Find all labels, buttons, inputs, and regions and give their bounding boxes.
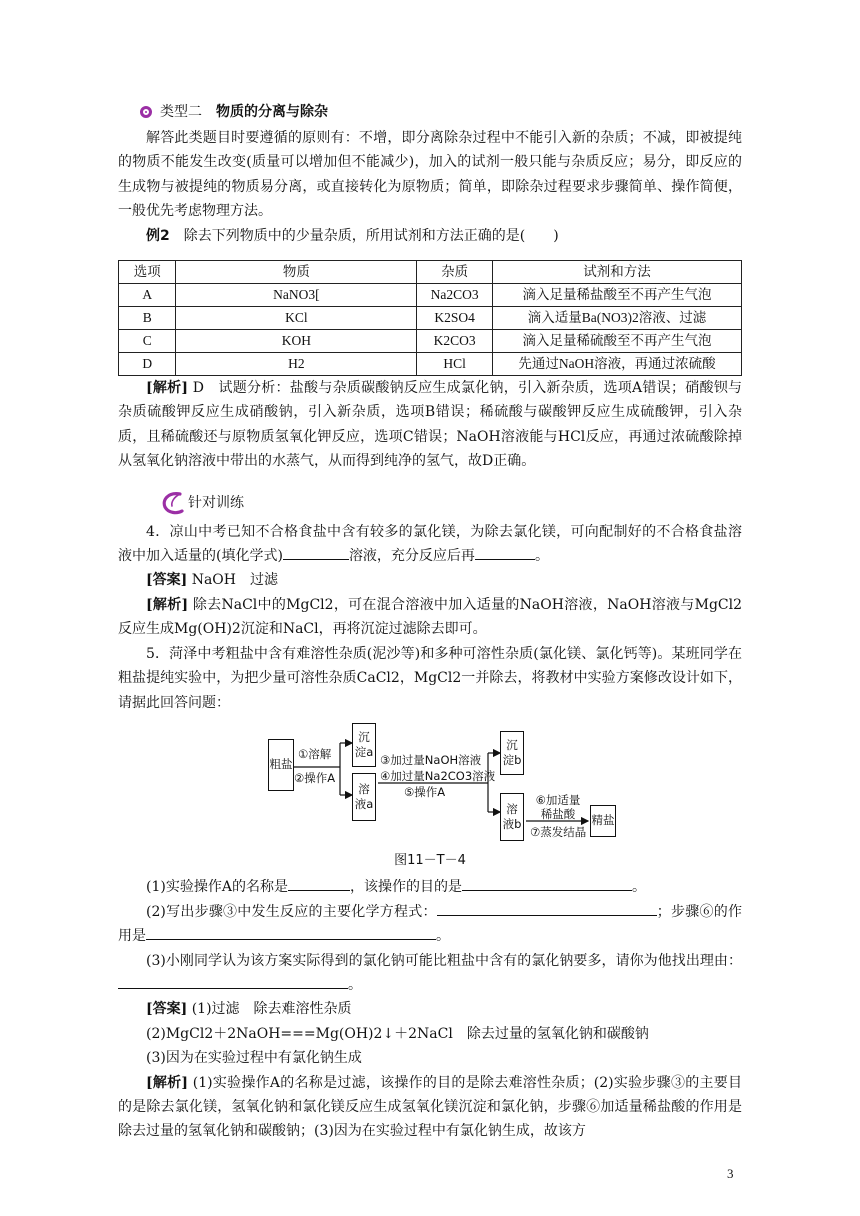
step6-label: ⑥加适量稀盐酸 bbox=[535, 792, 581, 821]
answer-blank[interactable] bbox=[475, 545, 535, 560]
q5-text: 。 bbox=[631, 879, 646, 896]
answer-text: (1)过滤 除去难溶性杂质 bbox=[187, 1001, 352, 1018]
q5-answer-2: (2)MgCl2＋2NaOH===Mg(OH)2↓＋2NaCl 除去过量的氢氧化钠和碳酸钠 bbox=[146, 1025, 649, 1042]
answer-text: NaOH 过滤 bbox=[187, 572, 278, 589]
answer-blank[interactable] bbox=[462, 876, 632, 891]
q5-sub2 bbox=[118, 900, 742, 949]
row-method: 滴入足量稀盐酸至不再产生气泡 bbox=[492, 284, 741, 307]
section-heading bbox=[118, 100, 742, 124]
step5-label: ⑤操作A bbox=[404, 784, 446, 799]
table-row bbox=[119, 307, 742, 330]
row-option: A bbox=[119, 284, 176, 307]
training-swoosh-icon bbox=[160, 490, 186, 516]
table-header: 物质 bbox=[176, 261, 417, 284]
analysis-text: (1)实验操作A的名称是过滤，该操作的目的是除去难溶性杂质；(2)实验步骤③的主要目的是除去氯化镁，氢氧化钠和氯化镁反应生成氢氧化镁沉淀和氯化钠，步骤⑥加适量稀盐酸的作用是除去过量的氢氧化钠和碳酸钠；(3)因为在实验过程中有氯化钠生成，故该方 bbox=[118, 1074, 742, 1140]
row-option: B bbox=[119, 307, 176, 330]
answer-blank[interactable] bbox=[118, 974, 348, 989]
q5-text: 。 bbox=[436, 928, 450, 945]
q4-answer bbox=[118, 568, 742, 592]
q5-text: ；步骤⑥的作用是 bbox=[118, 903, 742, 945]
q5-analysis bbox=[118, 1071, 742, 1144]
table-header-row bbox=[119, 261, 742, 284]
solution-a-box: 溶液a bbox=[352, 773, 376, 821]
row-impurity: K2CO3 bbox=[417, 330, 493, 353]
table-header: 试剂和方法 bbox=[492, 261, 741, 284]
analysis-tag: [解析] bbox=[146, 380, 189, 397]
refined-salt-box: 精盐 bbox=[590, 805, 616, 837]
answer-blank[interactable] bbox=[283, 545, 349, 560]
example-question bbox=[118, 224, 742, 248]
answer-tag: [答案] bbox=[146, 1001, 188, 1018]
flow-diagram bbox=[268, 723, 628, 843]
table-row bbox=[119, 353, 742, 376]
options-table bbox=[118, 260, 742, 376]
question-4 bbox=[118, 520, 742, 569]
example-analysis bbox=[118, 376, 742, 474]
question-5: 5．菏泽中考粗盐中含有难溶性杂质(泥沙等)和多种可溶性杂质(氯化镁、氯化钙等)。某班同学在粗盐提纯实验中，为把少量可溶性杂质CaCl2，MgCl2一并除去，将教材中实验方案修改设计如下，请据此回答问题： bbox=[118, 645, 742, 711]
page-content bbox=[118, 100, 742, 1144]
solution-b-box: 溶液b bbox=[500, 793, 524, 841]
step4-label: ④加过量Na2CO3溶液 bbox=[380, 768, 496, 783]
q5-text: 。 bbox=[348, 976, 362, 993]
table-row bbox=[119, 330, 742, 353]
analysis-text: D 试题分析：盐酸与杂质碳酸钠反应生成氯化钠，引入新杂质，选项A错误；硝酸钡与杂质硫酸钾反应生成硝酸钠，引入新杂质，选项B错误；稀硫酸与碳酸钾反应生成硫酸钾，引入杂质，且稀硫酸还与原物质氢氧化钾反应，选项C错误；NaOH溶液能与HCl反应，再通过浓硫酸除掉从氢氧化钠溶液中带出的水蒸气，从而得到纯净的氢气，故D正确。 bbox=[118, 380, 742, 470]
figure-caption: 图11－T－4 bbox=[394, 852, 466, 868]
section-intro: 解答此类题目时要遵循的原则有：不增，即分离除杂过程中不能引入新的杂质；不减，即被提纯的物质不能发生改变(质量可以增加但不能减少)，加入的试剂一般只能与杂质反应；易分，即反应的生成物与被提纯的物质易分离，或直接转化为原物质；简单，即除杂过程要求步骤简单、操作简便，一般优先考虑物理方法。 bbox=[118, 130, 742, 220]
crude-salt-box: 粗盐 bbox=[268, 739, 294, 791]
table-header: 杂质 bbox=[417, 261, 493, 284]
q5-text: (1)实验操作A的名称是 bbox=[146, 879, 288, 896]
ring-bullet-icon bbox=[140, 106, 152, 118]
row-substance: KOH bbox=[176, 330, 417, 353]
table-header: 选项 bbox=[119, 261, 176, 284]
answer-tag: [答案] bbox=[146, 572, 188, 589]
step1-label: ①溶解 bbox=[298, 746, 332, 761]
q5-answer-1 bbox=[118, 997, 742, 1021]
precipitate-a-box: 沉淀a bbox=[352, 723, 376, 767]
q4-text: 4．凉山中考已知不合格食盐中含有较多的氯化镁，为除去氯化镁，可向配制好的不合格食盐溶液中加入适量的(填化学式) bbox=[118, 523, 742, 565]
row-option: D bbox=[119, 353, 176, 376]
q5-sub3 bbox=[118, 949, 742, 998]
row-substance: KCl bbox=[176, 307, 417, 330]
analysis-text: 除去NaCl中的MgCl2，可在混合溶液中加入适量的NaOH溶液，NaOH溶液与MgCl2反应生成Mg(OH)2沉淀和NaCl，再将沉淀过滤除去即可。 bbox=[118, 596, 742, 638]
section-title: 物质的分离与除杂 bbox=[216, 103, 328, 120]
q5-sub1 bbox=[118, 875, 742, 899]
row-option: C bbox=[119, 330, 176, 353]
q4-text: 。 bbox=[534, 548, 549, 565]
row-impurity: K2SO4 bbox=[417, 307, 493, 330]
row-method: 滴入足量稀硫酸至不再产生气泡 bbox=[492, 330, 741, 353]
q5-text: (3)小刚同学认为该方案实际得到的氯化钠可能比粗盐中含有的氯化钠要多，请你为他找出理由： bbox=[146, 952, 742, 969]
example-question-text: 除去下列物质中的少量杂质，所用试剂和方法正确的是( ) bbox=[183, 227, 559, 244]
analysis-tag: [解析] bbox=[146, 596, 189, 613]
example-number: 例2 bbox=[146, 227, 170, 244]
q4-text: 溶液，充分反应后再 bbox=[348, 548, 475, 565]
step2-label: ②操作A bbox=[294, 770, 336, 785]
answer-blank[interactable] bbox=[437, 901, 657, 916]
page-number: 3 bbox=[727, 1166, 734, 1181]
analysis-tag: [解析] bbox=[146, 1074, 189, 1091]
row-substance: NaNO3[ bbox=[176, 284, 417, 307]
step7-label: ⑦蒸发结晶 bbox=[530, 824, 587, 839]
training-heading bbox=[118, 482, 742, 516]
q5-answer-3: (3)因为在实验过程中有氯化钠生成 bbox=[146, 1050, 362, 1067]
row-method: 先通过NaOH溶液，再通过浓硫酸 bbox=[492, 353, 741, 376]
q5-text: (2)写出步骤③中发生反应的主要化学方程式： bbox=[146, 903, 437, 920]
row-substance: H2 bbox=[176, 353, 417, 376]
q5-text: ，该操作的目的是 bbox=[349, 879, 462, 896]
precipitate-b-box: 沉淀b bbox=[500, 731, 524, 775]
answer-blank[interactable] bbox=[288, 876, 350, 891]
answer-blank[interactable] bbox=[146, 925, 436, 940]
row-impurity: Na2CO3 bbox=[417, 284, 493, 307]
training-label: 针对训练 bbox=[188, 495, 244, 512]
row-method: 滴入适量Ba(NO3)2溶液、过滤 bbox=[492, 307, 741, 330]
q4-analysis bbox=[118, 593, 742, 642]
step3-label: ③加过量NaOH溶液 bbox=[380, 752, 482, 767]
section-type-label: 类型二 bbox=[160, 103, 202, 120]
table-row bbox=[119, 284, 742, 307]
row-impurity: HCl bbox=[417, 353, 493, 376]
